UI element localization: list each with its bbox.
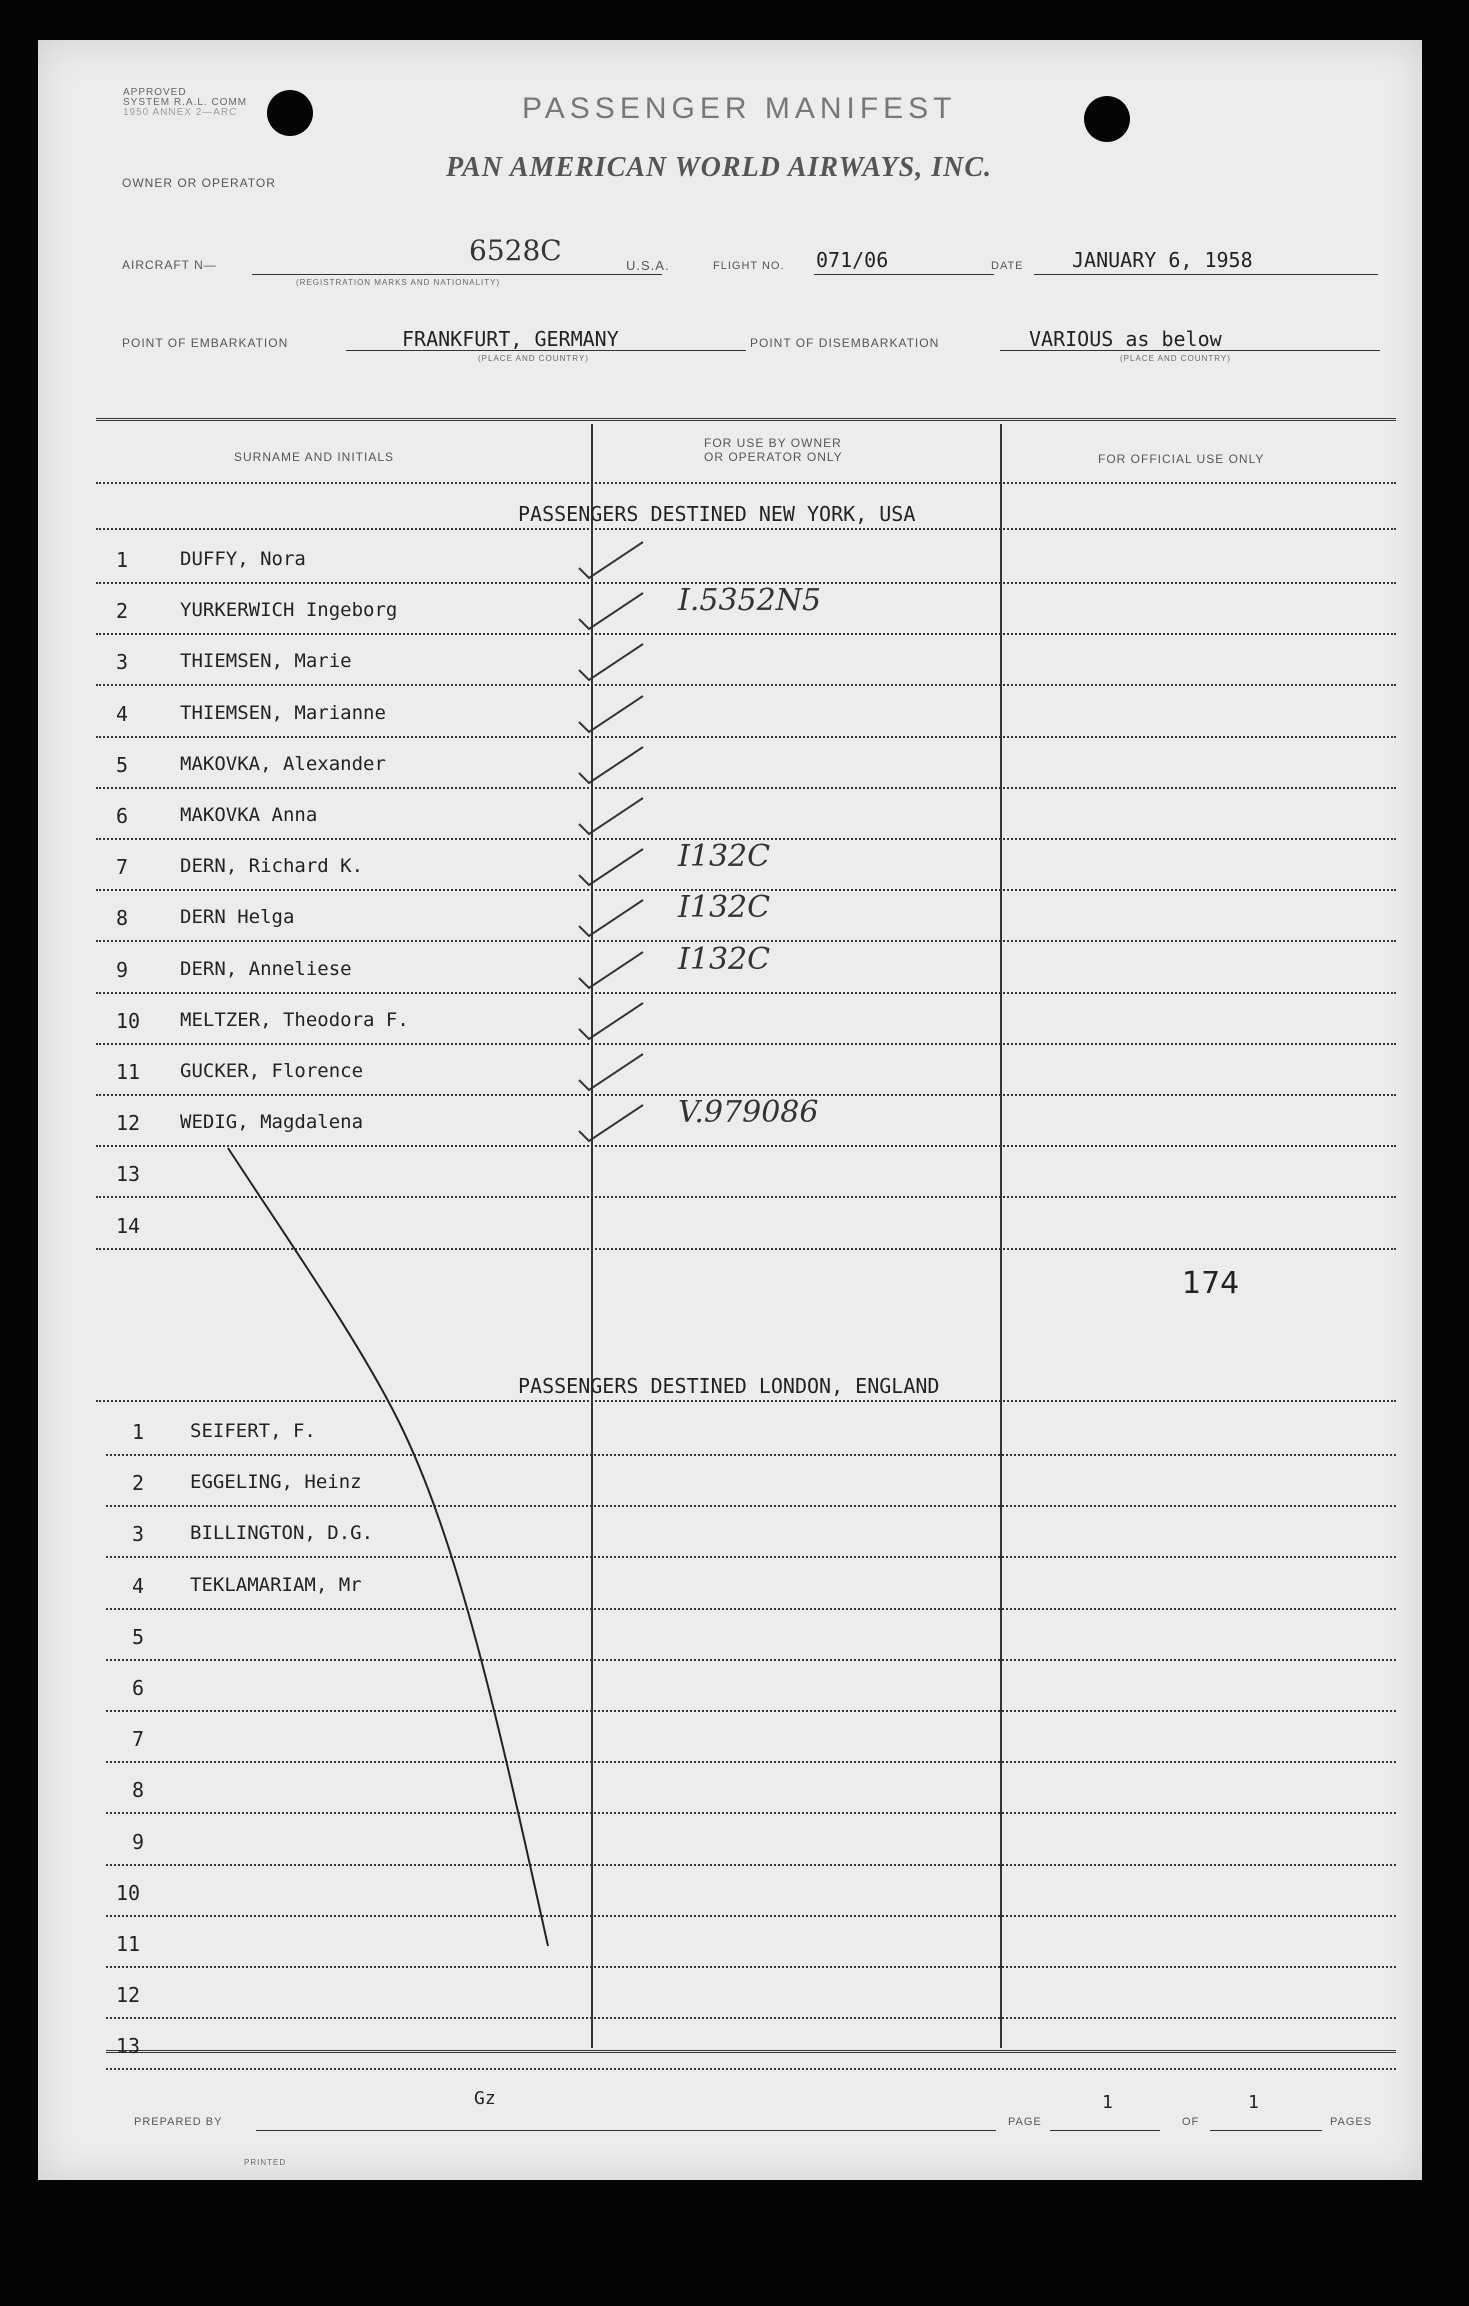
- passenger-name: MAKOVKA Anna: [180, 804, 318, 826]
- row-number: 7: [132, 1727, 145, 1752]
- column-header-official: FOR OFFICIAL USE ONLY: [1098, 452, 1265, 466]
- row-number: 9: [116, 957, 129, 982]
- page-line: [1050, 2130, 1160, 2131]
- official-number: 174: [1182, 1266, 1240, 1301]
- prepared-by-value: Gz: [474, 2088, 496, 2109]
- total-pages: 1: [1248, 2092, 1259, 2113]
- usa-label: U.S.A.: [626, 258, 670, 273]
- passenger-name: DERN, Richard K.: [180, 855, 364, 878]
- date-label: DATE: [991, 260, 1024, 272]
- row-number: 13: [116, 1162, 141, 1187]
- handwritten-note: V.979086: [678, 1095, 819, 1131]
- passenger-name: DERN, Anneliese: [180, 957, 352, 980]
- company-name: PAN AMERICAN WORLD AIRWAYS, INC.: [446, 152, 993, 183]
- row-number: 4: [116, 701, 129, 726]
- row-number: 2: [132, 1471, 145, 1496]
- handwritten-strike-line: [38, 40, 1422, 2180]
- flight-date: JANUARY 6, 1958: [1072, 248, 1253, 272]
- embarkation-value: FRANKFURT, GERMANY: [402, 327, 619, 351]
- row-number: 1: [116, 548, 129, 572]
- section-heading-london: PASSENGERS DESTINED LONDON, ENGLAND: [518, 1374, 940, 1398]
- page-title: PASSENGER MANIFEST: [522, 92, 957, 125]
- prepared-by-label: PREPARED BY: [134, 2116, 223, 2128]
- row-number: 7: [116, 855, 129, 880]
- handwritten-note: I132C: [678, 890, 771, 926]
- column-header-surname: SURNAME AND INITIALS: [234, 450, 395, 464]
- row-number: 8: [132, 1778, 145, 1803]
- passenger-name: SEIFERT, F.: [190, 1420, 316, 1442]
- approved-line-3: 1950 ANNEX 2—ARC: [123, 107, 238, 118]
- owner-label: OWNER OR OPERATOR: [122, 176, 276, 190]
- handwritten-note: I.5352N5: [678, 583, 822, 619]
- approved-line-1: APPROVED: [123, 87, 187, 98]
- row-number: 6: [132, 1676, 145, 1700]
- row-number: 3: [116, 650, 129, 675]
- row-number: 5: [116, 752, 129, 777]
- row-number: 4: [132, 1573, 145, 1598]
- registration-caption: (REGISTRATION MARKS AND NATIONALITY): [296, 278, 501, 287]
- row-number: 6: [116, 804, 129, 828]
- row-number: 14: [116, 1213, 141, 1238]
- row-number: 2: [116, 599, 129, 624]
- passenger-name: YURKERWICH Ingeborg: [180, 599, 398, 622]
- of-line: [1210, 2130, 1322, 2131]
- row-number: 13: [116, 2034, 141, 2059]
- row-number: 5: [132, 1624, 145, 1649]
- row-number: 12: [116, 1111, 141, 1136]
- row-number: 3: [132, 1522, 145, 1547]
- passenger-name: MAKOVKA, Alexander: [180, 752, 386, 775]
- passenger-name: DUFFY, Nora: [180, 548, 306, 570]
- handwritten-note: I132C: [678, 839, 771, 875]
- passenger-name: BILLINGTON, D.G.: [190, 1522, 374, 1545]
- passenger-name: DERN Helga: [180, 906, 295, 929]
- row-number: 1: [132, 1420, 145, 1444]
- flight-number: 071/06: [816, 248, 889, 272]
- passenger-name: THIEMSEN, Marianne: [180, 701, 386, 724]
- row-number: 9: [132, 1829, 145, 1854]
- handwritten-note: I132C: [678, 941, 771, 977]
- row-number: 12: [116, 1983, 141, 2008]
- passenger-name: THIEMSEN, Marie: [180, 650, 352, 673]
- passenger-name: EGGELING, Heinz: [190, 1471, 362, 1494]
- disembarkation-value: VARIOUS as below: [1029, 327, 1222, 351]
- row-number: 8: [116, 906, 129, 931]
- pages-label: PAGES: [1330, 2116, 1373, 2128]
- column-header-owner-1: FOR USE BY OWNER: [704, 436, 842, 450]
- section-heading-new-york: PASSENGERS DESTINED NEW YORK, USA: [518, 502, 916, 526]
- row-number: 10: [116, 1008, 141, 1033]
- column-header-owner-2: OR OPERATOR ONLY: [704, 450, 843, 464]
- of-label: OF: [1182, 2116, 1200, 2128]
- embarkation-caption: (PLACE AND COUNTRY): [478, 354, 589, 363]
- approved-line-2: SYSTEM R.A.L. COMM: [123, 97, 248, 108]
- passenger-name: MELTZER, Theodora F.: [180, 1008, 409, 1031]
- page-number: 1: [1102, 2092, 1113, 2113]
- passenger-name: WEDIG, Magdalena: [180, 1111, 364, 1134]
- row-number: 11: [116, 1060, 141, 1084]
- disembarkation-label: POINT OF DISEMBARKATION: [750, 336, 940, 350]
- embarkation-label: POINT OF EMBARKATION: [122, 336, 289, 350]
- aircraft-number: 6528C: [469, 234, 562, 267]
- prepared-by-line: [256, 2130, 996, 2131]
- row-number: 11: [116, 1932, 141, 1956]
- passenger-name: TEKLAMARIAM, Mr: [190, 1573, 362, 1596]
- row-number: 10: [116, 1880, 141, 1905]
- manifest-sheet: [38, 40, 1422, 2180]
- printed-stamp: PRINTED: [244, 2158, 287, 2167]
- disembarkation-caption: (PLACE AND COUNTRY): [1120, 354, 1231, 363]
- flight-label: FLIGHT NO.: [713, 260, 785, 272]
- page-label: PAGE: [1008, 2116, 1042, 2128]
- passenger-name: GUCKER, Florence: [180, 1060, 364, 1082]
- aircraft-label: AIRCRAFT N—: [122, 258, 217, 272]
